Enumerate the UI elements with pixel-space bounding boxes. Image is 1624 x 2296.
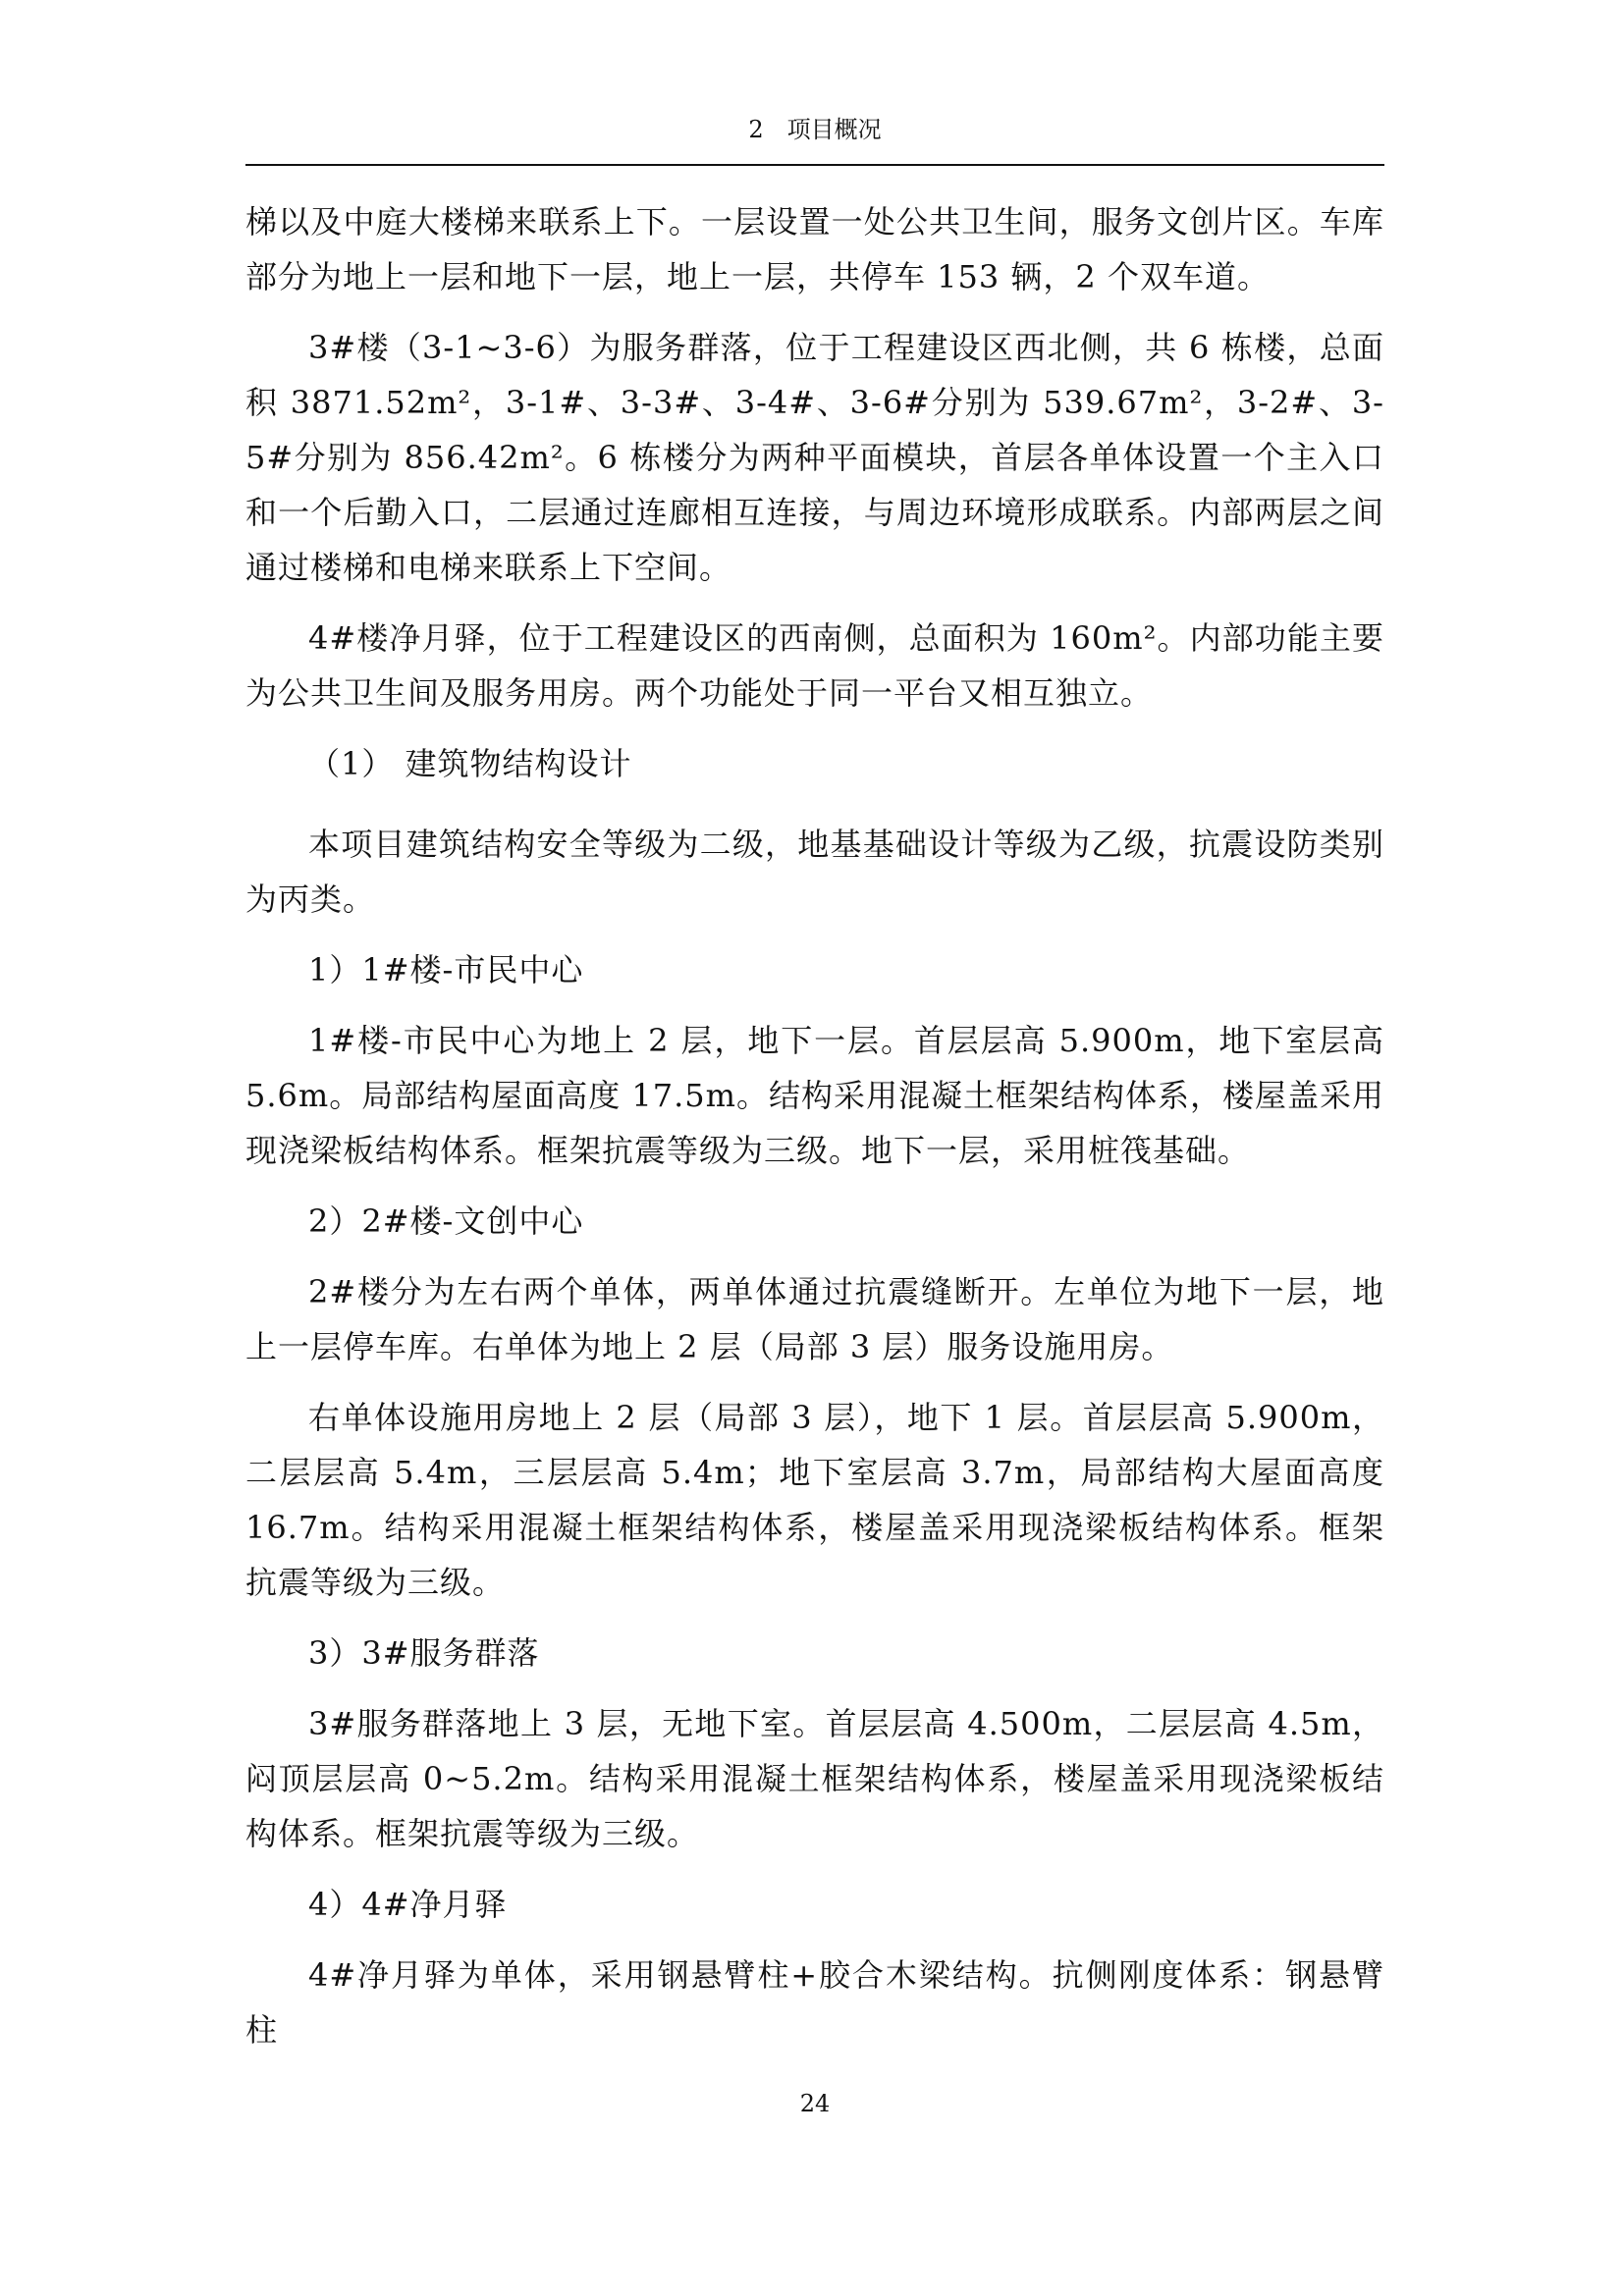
paragraph: 本项目建筑结构安全等级为二级，地基基础设计等级为乙级，抗震设防类别为丙类。 [245, 826, 1384, 918]
paragraph: 3#楼（3-1~3-6）为服务群落，位于工程建设区西北侧，共 6 栋楼，总面积 3871.52m²，3-1#、3-3#、3-4#、3-6#分别为 539.67m²，3-2#、3-5#分别为 856.42m²。6 栋楼分为两种平面模块，首层各单体设置一个主入口和一个后勤入口，二层通过连廊相互连接，与周边环境形成联系。内部两层之间通过楼梯和电梯来联系上下空间。 [245, 329, 1384, 586]
running-header: 2 项目概况 [748, 116, 882, 143]
page-number: 24 [799, 2090, 831, 2117]
paragraph: 2#楼分为左右两个单体，两单体通过抗震缝断开。左单位为地下一层，地上一层停车库。右单体为地上 2 层（局部 3 层）服务设施用房。 [245, 1273, 1384, 1365]
paragraph: 3#服务群落地上 3 层，无地下室。首层层高 4.500m，二层层高 4.5m，闷顶层层高 0~5.2m。结构采用混凝土框架结构体系，楼屋盖采用现浇梁板结构体系。框架抗震等级为三级。 [245, 1705, 1384, 1852]
header-divider [245, 164, 1384, 166]
subsection-heading: 1）1#楼-市民中心 [308, 951, 584, 988]
paragraph: 梯以及中庭大楼梯来联系上下。一层设置一处公共卫生间，服务文创片区。车库部分为地上一层和地下一层，地上一层，共停车 153 辆，2 个双车道。 [245, 203, 1384, 295]
paragraph: 4#楼净月驿，位于工程建设区的西南侧，总面积为 160m²。内部功能主要为公共卫生间及服务用房。两个功能处于同一平台又相互独立。 [245, 619, 1384, 712]
body-text [245, 194, 1384, 2073]
paragraph: 1#楼-市民中心为地上 2 层，地下一层。首层层高 5.900m，地下室层高 5.6m。局部结构屋面高度 17.5m。结构采用混凝土框架结构体系，楼屋盖采用现浇梁板结构体系。框架抗震等级为三级。地下一层，采用桩筏基础。 [245, 1022, 1385, 1169]
paragraph: 右单体设施用房地上 2 层（局部 3 层），地下 1 层。首层层高 5.900m，二层层高 5.4m，三层层高 5.4m；地下室层高 3.7m，局部结构大屋面高度 16.7m。结构采用混凝土框架结构体系，楼屋盖采用现浇梁板结构体系。框架抗震等级为三级。 [245, 1399, 1384, 1601]
section-heading: （1） 建筑物结构设计 [308, 745, 632, 782]
subsection-heading: 2）2#楼-文创中心 [308, 1202, 584, 1240]
paragraph: 4#净月驿为单体，采用钢悬臂柱+胶合木梁结构。抗侧刚度体系：钢悬臂柱 [245, 1956, 1384, 2049]
subsection-heading: 3）3#服务群落 [308, 1634, 540, 1672]
subsection-heading: 4）4#净月驿 [308, 1886, 508, 1923]
